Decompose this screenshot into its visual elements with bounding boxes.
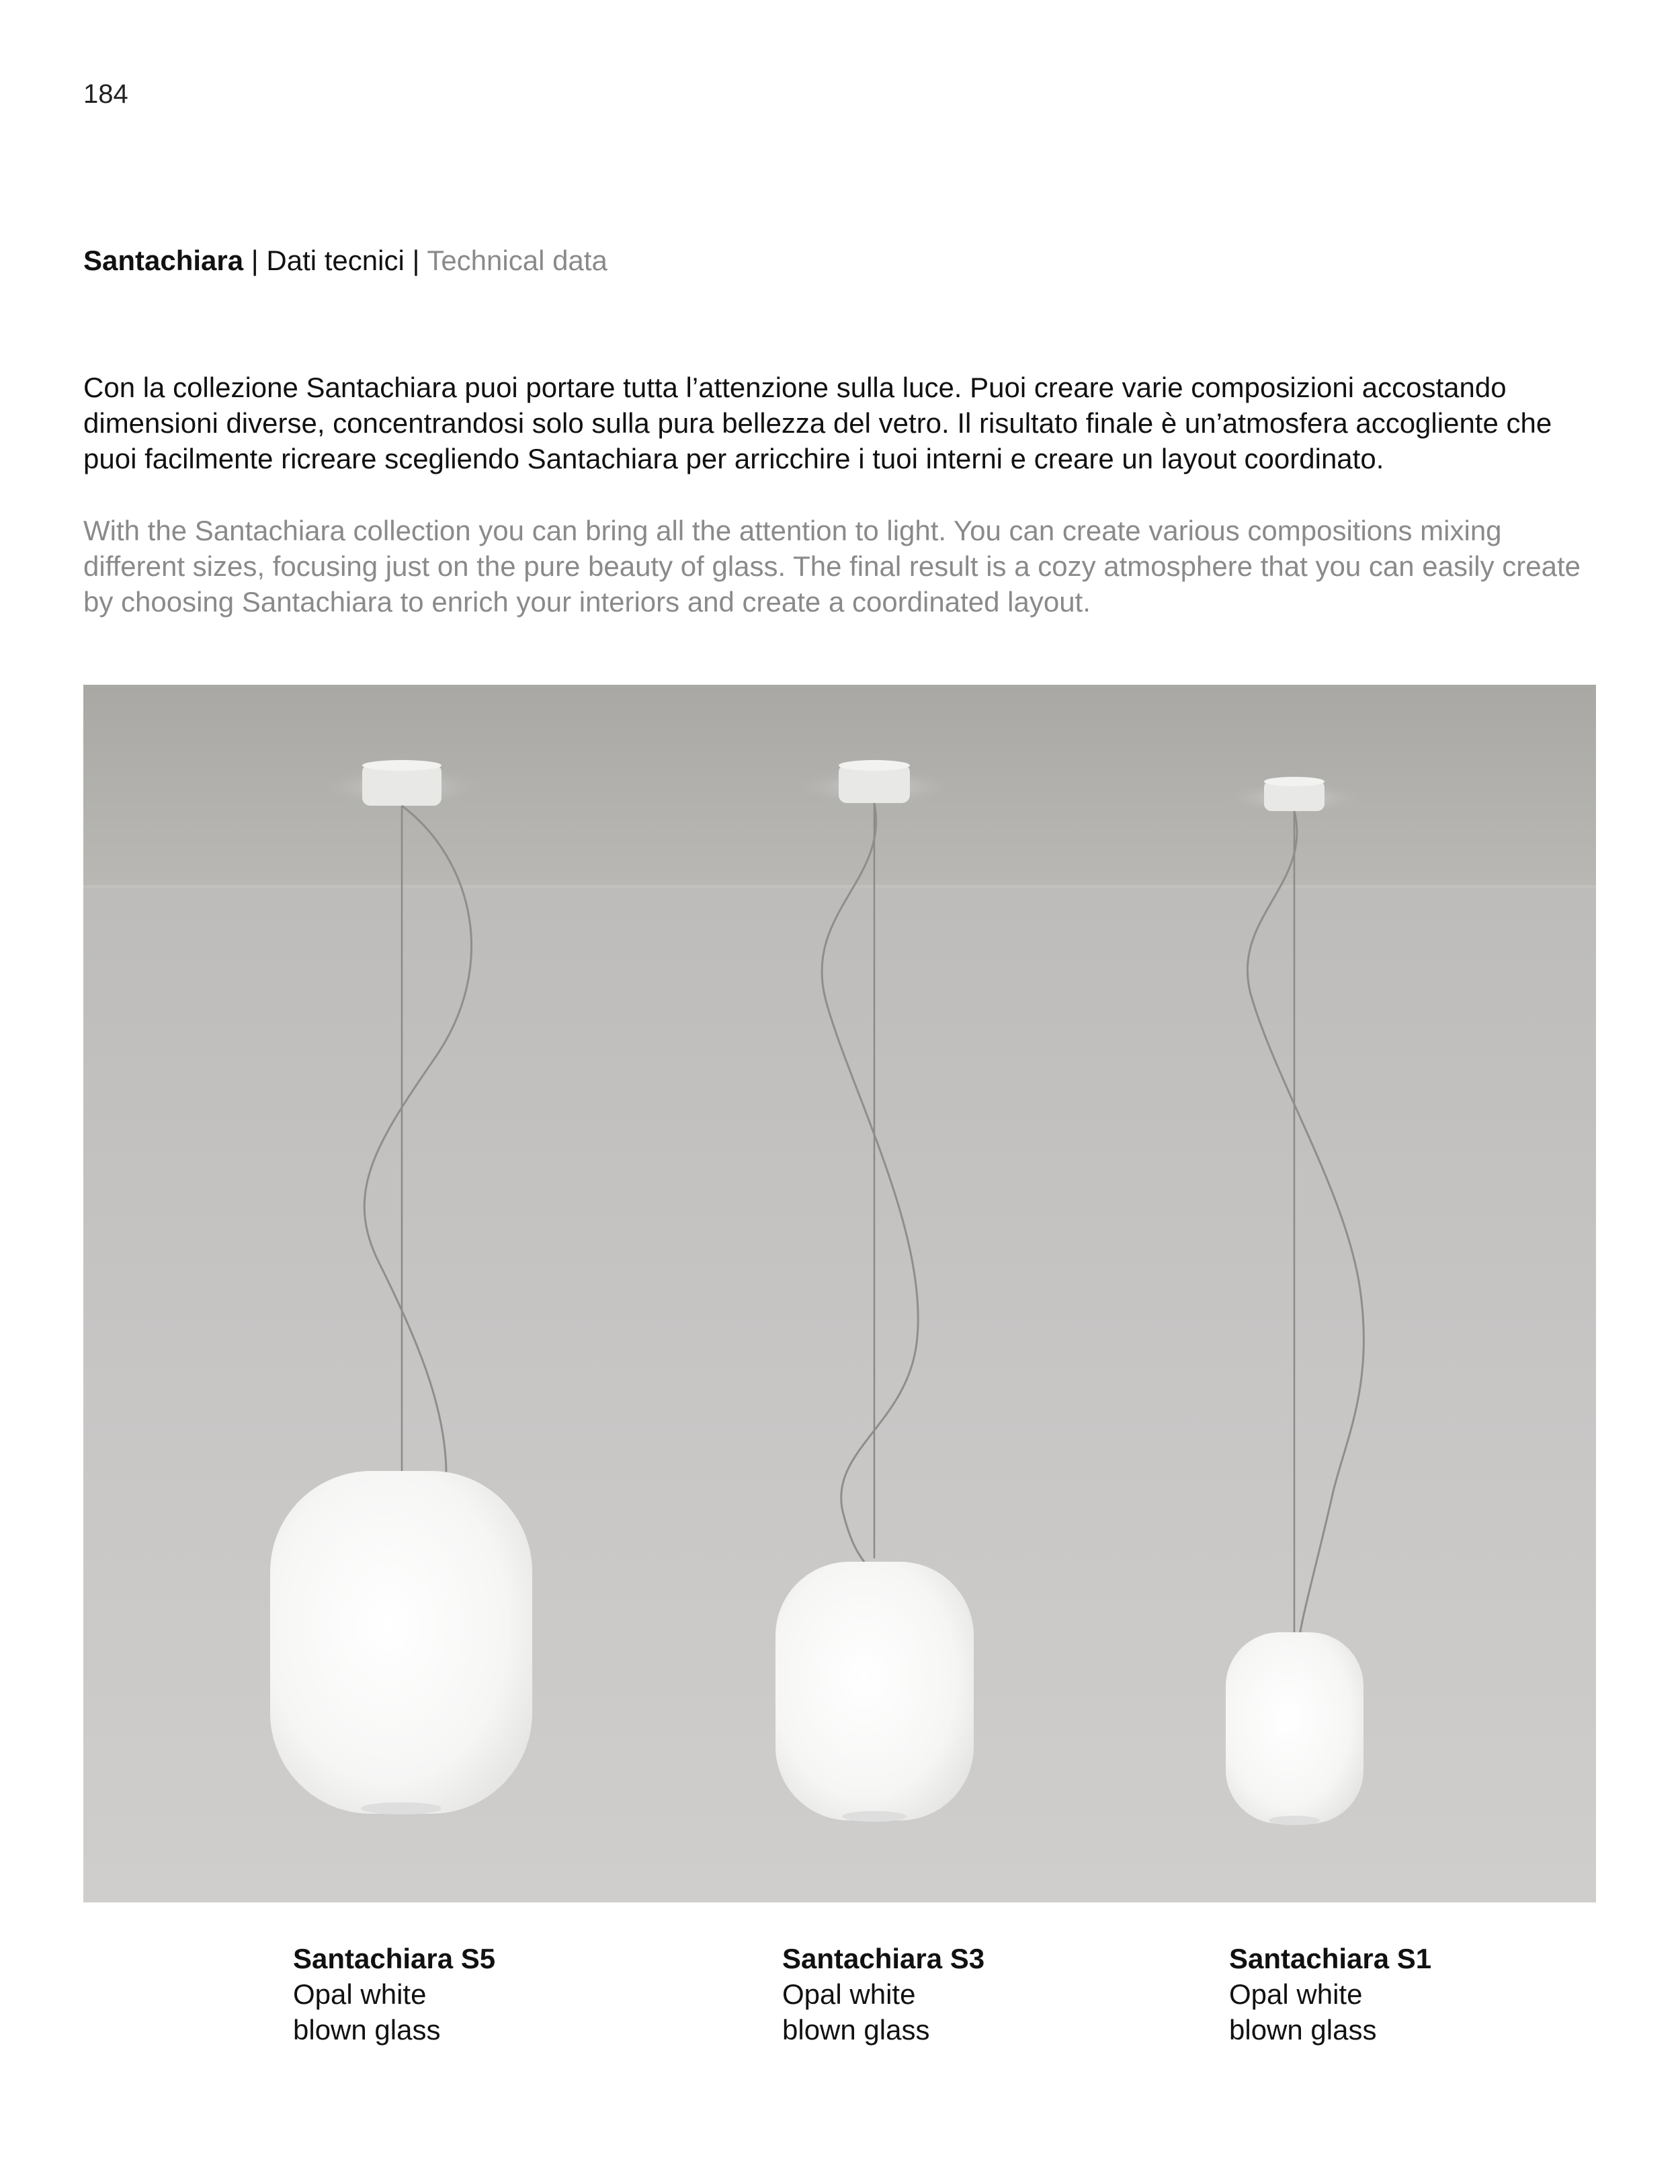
product-name: Santachiara S1 bbox=[1229, 1943, 1432, 1974]
product-caption-s3 bbox=[782, 1941, 984, 2048]
product-caption-s1 bbox=[1229, 1941, 1431, 2048]
intro-paragraph-english: With the Santachiara collection you can bring all the attention to light. You can create various compositions mixing different sizes, focusing just on the pure beauty of glass. The final result is a cozy atmosphere that you can easily create by choosing Santachiara to enrich your interiors and create a coordinated layout. bbox=[83, 515, 1581, 618]
product-finish: Opal white bbox=[782, 1978, 916, 2010]
heading-brand: Santachiara bbox=[83, 245, 244, 276]
product-caption-s5 bbox=[293, 1941, 495, 2048]
heading-separator: | bbox=[251, 245, 259, 276]
product-finish: Opal white bbox=[293, 1978, 427, 2010]
section-heading bbox=[83, 245, 607, 277]
product-finish: Opal white bbox=[1229, 1978, 1363, 2010]
product-material: blown glass bbox=[782, 2014, 930, 2046]
product-material: blown glass bbox=[293, 2014, 441, 2046]
product-material: blown glass bbox=[1229, 2014, 1377, 2046]
product-photo bbox=[83, 685, 1596, 1902]
heading-subtitle-italian: Dati tecnici bbox=[266, 245, 405, 276]
heading-separator: | bbox=[412, 245, 420, 276]
page-number: 184 bbox=[83, 79, 128, 109]
intro-paragraph-italian: Con la collezione Santachiara puoi portare tutta l’attenzione sulla luce. Puoi creare varie composizioni accostando dimensioni diverse, concentrandosi solo sulla pura bellezza del vetro. Il risultato finale è un’atmosfera accogliente che puoi facilmente ricreare scegliendo Santachiara per arricchire i tuoi interni e creare un layout coordinato. bbox=[83, 372, 1552, 474]
heading-subtitle-english: Technical data bbox=[427, 245, 607, 276]
product-name: Santachiara S5 bbox=[293, 1943, 496, 1974]
product-name: Santachiara S3 bbox=[782, 1943, 985, 1974]
